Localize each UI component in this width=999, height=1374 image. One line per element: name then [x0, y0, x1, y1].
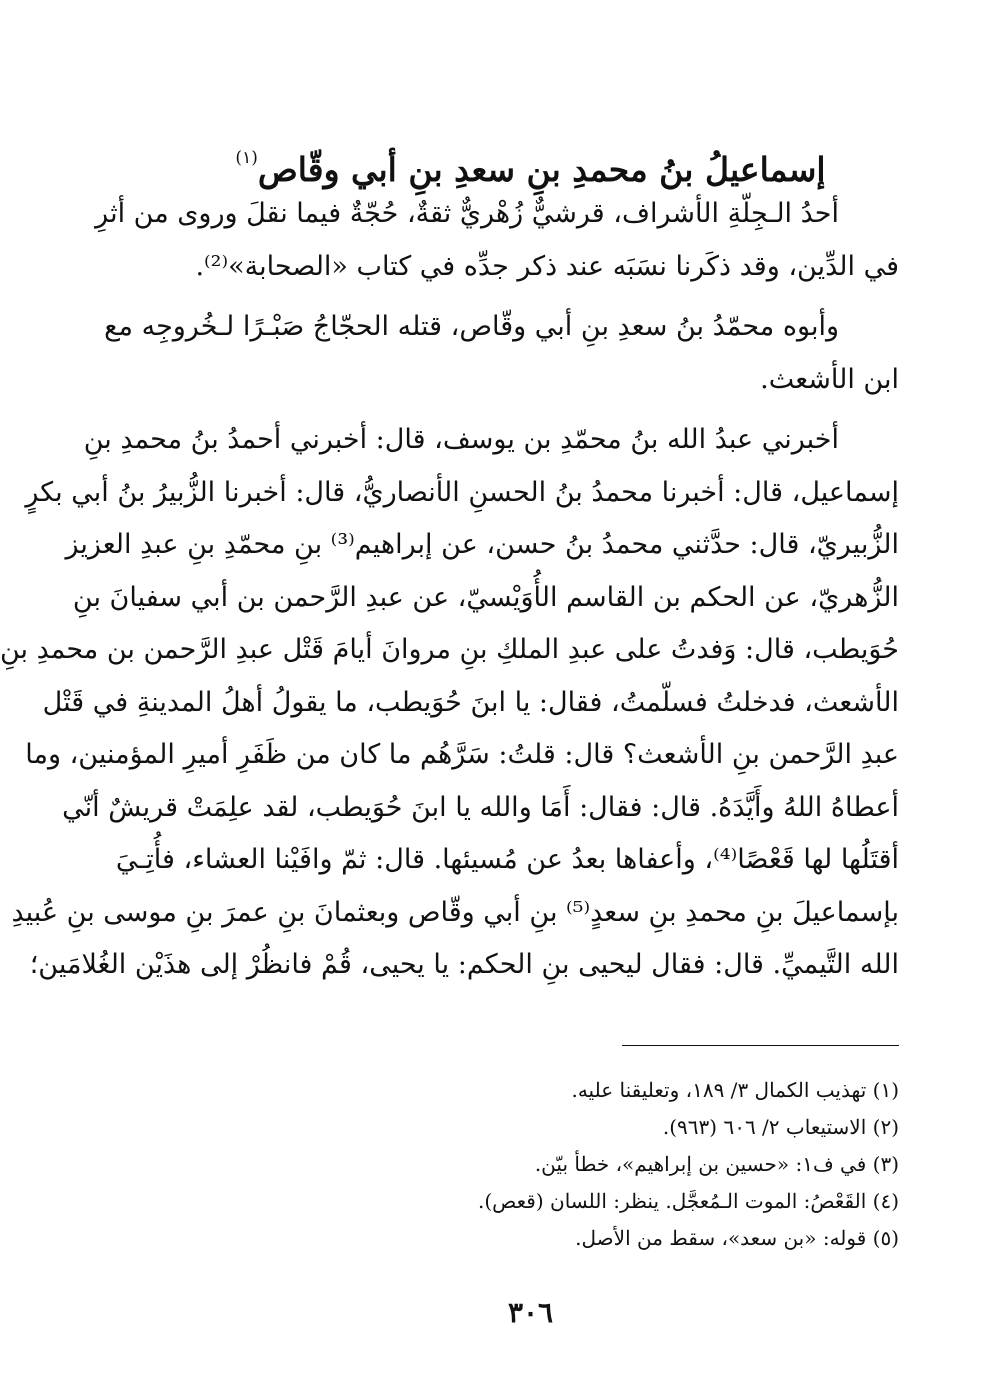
footnote-4: (٤) القَعْصُ: الموت الـمُعجَّل. ينظر: اللسان (قعص). [477, 1189, 899, 1213]
footnote-2: (٢) الاستيعاب ٢/ ٦٠٦ (٩٦٣). [662, 1115, 899, 1139]
footnotes [162, 1072, 899, 1257]
paragraph-narration [0, 414, 899, 992]
text-line: الله التَّيميِّ. قال: فقال ليحيى بنِ الحكم: يا يحيى، قُمْ فانظُرْ إلى هذَيْن الغُلامَين؛ [29, 949, 899, 980]
chapter-title [142, 134, 919, 194]
text-line: الأشعث، فدخلتُ فسلّمتُ، فقال: يا ابنَ حُوَيطب، ما يقولُ أهلُ المدينةِ في قَتْل [42, 686, 899, 718]
text-line: أقتَلُها لها قَعْصًا⁽⁴⁾، وأعفاها بعدُ عن مُسيئها. قال: ثمّ وافَيْنا العشاء، فأُتِـيَ [115, 844, 899, 875]
text-line: أخبرني عبدُ الله بنُ محمّدِ بن يوسف، قال: أخبرني أحمدُ بنُ محمدِ بنِ [83, 424, 839, 455]
page-number: ٣٠٦ [507, 1296, 554, 1329]
text-line: في الدِّين، وقد ذكَرنا نسَبَه عند ذكر جدِّه في كتاب «الصحابة»⁽²⁾. [195, 250, 899, 282]
footnote-3: (٣) في ف١: «حسين بن إبراهيم»، خطأ بيّن. [534, 1152, 899, 1176]
text-line: أعطاهُ اللهُ وأَيَّدَهُ. قال: فقال: أَمَا والله يا ابنَ حُوَيطب، لقد علِمَتْ قريشٌ أنّي [62, 791, 899, 823]
main-text [0, 188, 899, 992]
text-line: إسماعيل، قال: أخبرنا محمدُ بنُ الحسنِ الأنصاريُّ، قال: أخبرنا الزُّبيرُ بنُ أبي بكرٍ [25, 476, 899, 508]
text-line: عبدِ الرَّحمن بنِ الأشعث؟ قال: قلتُ: سَرَّهُم ما كان من ظَفَرِ أميرِ المؤمنين، وما [25, 739, 899, 770]
footnote-1: (١) تهذيب الكمال ٣/ ١٨٩، وتعليقنا عليه. [571, 1078, 899, 1102]
text-line: بإسماعيلَ بنِ محمدِ بنِ سعدٍ⁽⁵⁾ بنِ أبي وقّاص وبعثمانَ بنِ عمرَ بنِ موسى بنِ عُبيدِ [11, 896, 899, 928]
text-line: حُوَيطب، قال: وَفدتُ على عبدِ الملكِ بنِ مروانَ أيامَ قَتْل عبدِ الرَّحمن بن محمدِ بنِ [0, 634, 899, 665]
text-line: الزُّبيريّ، قال: حدَّثني محمدُ بنُ حسن، عن إبراهيم⁽³⁾ بنِ محمّدِ بنِ عبدِ العزيز [65, 529, 899, 560]
text-line: الزُّهريّ، عن الحكم بن القاسم الأُوَيْسيّ، عن عبدِ الرَّحمن بن أبي سفيانَ بنِ [72, 581, 899, 613]
paragraph-introduction [95, 188, 899, 293]
paragraph-father [104, 301, 899, 406]
text-line: وأبوه محمّدُ بنُ سعدِ بنِ أبي وقّاص، قتله الحجّاجُ صَبْـرًا لـخُروجِه مع [104, 311, 839, 342]
text-line: ابن الأشعث. [760, 363, 899, 395]
text-line: أحدُ الـجِلّةِ الأشراف، قرشيٌّ زُهْريٌّ ثقةٌ، حُجّةٌ فيما نقلَ وروى من أثرِ [95, 198, 839, 229]
chapter-title-text: إسماعيلُ بنُ محمدِ بنِ سعدِ بنِ أبي وقّاص [257, 150, 826, 190]
footnote-5: (٥) قوله: «بن سعد»، سقط من الأصل. [575, 1226, 899, 1250]
title-footnote-marker: (١) [235, 148, 258, 169]
footnote-separator [622, 1045, 899, 1046]
